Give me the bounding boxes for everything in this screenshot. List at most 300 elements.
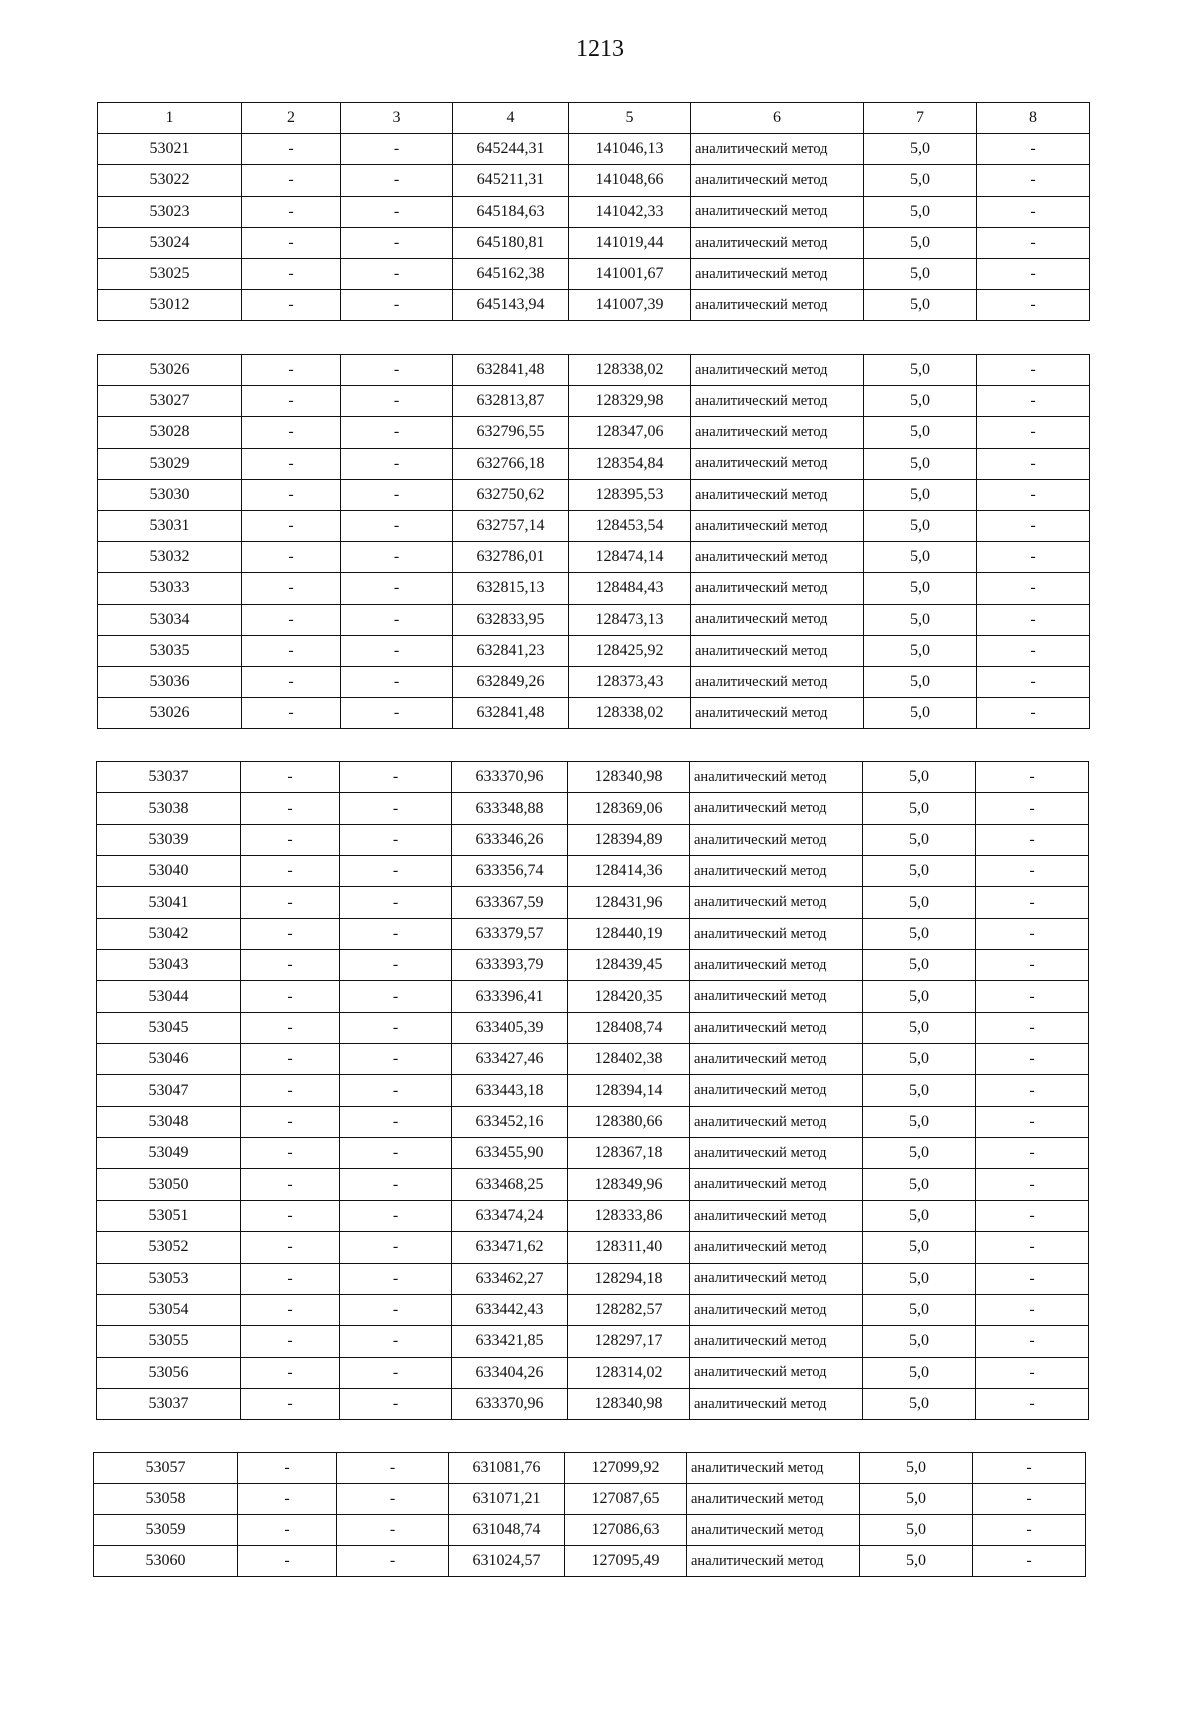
cell-col-8: - xyxy=(976,887,1089,918)
cell-method: аналитический метод xyxy=(690,1232,863,1263)
cell-coord-y: 128338,02 xyxy=(569,698,691,729)
cell-col-8: - xyxy=(977,510,1090,541)
cell-col-3: - xyxy=(341,635,453,666)
cell-method: аналитический метод xyxy=(690,1075,863,1106)
cell-point-number: 53026 xyxy=(98,355,242,386)
cell-col-2: - xyxy=(241,981,340,1012)
cell-accuracy: 5,0 xyxy=(863,1012,976,1043)
cell-method: аналитический метод xyxy=(691,698,864,729)
table-row xyxy=(97,793,1089,824)
cell-accuracy: 5,0 xyxy=(860,1453,973,1484)
cell-coord-y: 141048,66 xyxy=(569,165,691,196)
cell-accuracy: 5,0 xyxy=(863,1357,976,1388)
cell-col-2: - xyxy=(238,1484,337,1515)
cell-col-8: - xyxy=(976,950,1089,981)
table-row xyxy=(98,542,1090,573)
cell-col-3: - xyxy=(340,1106,452,1137)
table-row xyxy=(97,1232,1089,1263)
cell-col-2: - xyxy=(242,165,341,196)
cell-col-3: - xyxy=(341,479,453,510)
cell-col-2: - xyxy=(242,290,341,321)
cell-coord-y: 128439,45 xyxy=(568,950,690,981)
table-row xyxy=(98,666,1090,697)
cell-col-2: - xyxy=(242,666,341,697)
cell-accuracy: 5,0 xyxy=(864,227,977,258)
cell-coord-y: 128354,84 xyxy=(569,448,691,479)
cell-col-2: - xyxy=(242,134,341,165)
cell-method: аналитический метод xyxy=(691,479,864,510)
table-row xyxy=(98,573,1090,604)
cell-coord-x: 632841,48 xyxy=(453,355,569,386)
column-header: 3 xyxy=(341,103,453,134)
cell-accuracy: 5,0 xyxy=(863,793,976,824)
coordinates-table-4 xyxy=(93,1452,1086,1577)
cell-col-2: - xyxy=(242,227,341,258)
cell-col-2: - xyxy=(242,417,341,448)
cell-col-2: - xyxy=(241,918,340,949)
cell-coord-x: 633348,88 xyxy=(452,793,568,824)
cell-col-3: - xyxy=(341,196,453,227)
cell-col-3: - xyxy=(340,1012,452,1043)
cell-accuracy: 5,0 xyxy=(864,698,977,729)
cell-coord-y: 128414,36 xyxy=(568,856,690,887)
cell-point-number: 53032 xyxy=(98,542,242,573)
cell-coord-x: 633346,26 xyxy=(452,824,568,855)
cell-coord-x: 632841,23 xyxy=(453,635,569,666)
cell-col-8: - xyxy=(976,793,1089,824)
cell-col-2: - xyxy=(241,950,340,981)
cell-col-8: - xyxy=(977,196,1090,227)
cell-col-2: - xyxy=(242,196,341,227)
cell-method: аналитический метод xyxy=(690,1263,863,1294)
cell-method: аналитический метод xyxy=(690,950,863,981)
page-number: 1213 xyxy=(576,36,624,62)
cell-method: аналитический метод xyxy=(690,1388,863,1419)
cell-method: аналитический метод xyxy=(691,227,864,258)
cell-accuracy: 5,0 xyxy=(864,355,977,386)
cell-col-2: - xyxy=(241,793,340,824)
cell-coord-x: 633455,90 xyxy=(452,1138,568,1169)
cell-col-2: - xyxy=(241,1169,340,1200)
cell-coord-x: 633471,62 xyxy=(452,1232,568,1263)
cell-col-3: - xyxy=(340,950,452,981)
cell-col-8: - xyxy=(977,698,1090,729)
cell-method: аналитический метод xyxy=(691,448,864,479)
cell-point-number: 53027 xyxy=(98,386,242,417)
cell-accuracy: 5,0 xyxy=(864,479,977,510)
cell-col-2: - xyxy=(241,1263,340,1294)
cell-point-number: 53047 xyxy=(97,1075,241,1106)
cell-method: аналитический метод xyxy=(690,1294,863,1325)
table-row xyxy=(94,1515,1086,1546)
cell-accuracy: 5,0 xyxy=(863,1326,976,1357)
table-row xyxy=(98,355,1090,386)
cell-coord-x: 633370,96 xyxy=(452,762,568,793)
cell-col-8: - xyxy=(976,1200,1089,1231)
cell-accuracy: 5,0 xyxy=(864,417,977,448)
cell-method: аналитический метод xyxy=(690,856,863,887)
cell-accuracy: 5,0 xyxy=(864,196,977,227)
cell-col-8: - xyxy=(976,1106,1089,1137)
cell-accuracy: 5,0 xyxy=(864,542,977,573)
column-header: 2 xyxy=(242,103,341,134)
cell-accuracy: 5,0 xyxy=(864,448,977,479)
cell-point-number: 53035 xyxy=(98,635,242,666)
table-row xyxy=(97,1263,1089,1294)
cell-col-8: - xyxy=(976,824,1089,855)
cell-coord-y: 127099,92 xyxy=(565,1453,687,1484)
table-row xyxy=(98,290,1090,321)
cell-col-8: - xyxy=(977,635,1090,666)
table-row xyxy=(97,950,1089,981)
cell-point-number: 53026 xyxy=(98,698,242,729)
cell-coord-y: 128294,18 xyxy=(568,1263,690,1294)
cell-col-3: - xyxy=(340,1326,452,1357)
cell-col-3: - xyxy=(340,824,452,855)
cell-coord-x: 632813,87 xyxy=(453,386,569,417)
cell-col-3: - xyxy=(337,1546,449,1577)
cell-accuracy: 5,0 xyxy=(863,1106,976,1137)
cell-coord-x: 633462,27 xyxy=(452,1263,568,1294)
cell-col-3: - xyxy=(341,227,453,258)
cell-col-2: - xyxy=(241,1200,340,1231)
cell-col-3: - xyxy=(340,1138,452,1169)
table-row xyxy=(98,448,1090,479)
cell-method: аналитический метод xyxy=(690,918,863,949)
cell-point-number: 53038 xyxy=(97,793,241,824)
cell-point-number: 53037 xyxy=(97,762,241,793)
cell-accuracy: 5,0 xyxy=(863,1044,976,1075)
table-row xyxy=(97,1169,1089,1200)
cell-coord-y: 128394,14 xyxy=(568,1075,690,1106)
cell-coord-x: 633404,26 xyxy=(452,1357,568,1388)
cell-col-3: - xyxy=(341,666,453,697)
cell-accuracy: 5,0 xyxy=(864,666,977,697)
cell-coord-x: 632750,62 xyxy=(453,479,569,510)
cell-method: аналитический метод xyxy=(690,762,863,793)
cell-col-3: - xyxy=(340,1232,452,1263)
cell-coord-x: 633421,85 xyxy=(452,1326,568,1357)
cell-point-number: 53044 xyxy=(97,981,241,1012)
cell-accuracy: 5,0 xyxy=(863,856,976,887)
cell-col-3: - xyxy=(340,1200,452,1231)
cell-point-number: 53054 xyxy=(97,1294,241,1325)
cell-col-8: - xyxy=(977,604,1090,635)
cell-accuracy: 5,0 xyxy=(860,1546,973,1577)
cell-point-number: 53024 xyxy=(98,227,242,258)
cell-coord-x: 633468,25 xyxy=(452,1169,568,1200)
cell-accuracy: 5,0 xyxy=(864,573,977,604)
cell-col-8: - xyxy=(977,258,1090,289)
cell-col-8: - xyxy=(976,762,1089,793)
table-row xyxy=(98,386,1090,417)
cell-coord-x: 645211,31 xyxy=(453,165,569,196)
table-row xyxy=(98,258,1090,289)
cell-method: аналитический метод xyxy=(691,165,864,196)
cell-method: аналитический метод xyxy=(691,635,864,666)
table-row xyxy=(98,165,1090,196)
cell-point-number: 53042 xyxy=(97,918,241,949)
cell-col-3: - xyxy=(340,793,452,824)
cell-coord-x: 645180,81 xyxy=(453,227,569,258)
cell-accuracy: 5,0 xyxy=(863,824,976,855)
cell-col-8: - xyxy=(977,448,1090,479)
cell-coord-x: 645184,63 xyxy=(453,196,569,227)
cell-coord-y: 141001,67 xyxy=(569,258,691,289)
table-row xyxy=(98,698,1090,729)
cell-col-8: - xyxy=(976,1075,1089,1106)
cell-col-8: - xyxy=(976,1044,1089,1075)
cell-col-3: - xyxy=(340,1294,452,1325)
table-row xyxy=(94,1453,1086,1484)
header-row xyxy=(98,103,1090,134)
table-row xyxy=(97,856,1089,887)
cell-col-3: - xyxy=(341,134,453,165)
table-row xyxy=(98,417,1090,448)
cell-col-2: - xyxy=(242,635,341,666)
cell-col-3: - xyxy=(341,510,453,541)
cell-col-3: - xyxy=(341,258,453,289)
cell-accuracy: 5,0 xyxy=(864,258,977,289)
column-header: 1 xyxy=(98,103,242,134)
coordinates-table-1 xyxy=(97,102,1090,321)
table-row xyxy=(97,1388,1089,1419)
cell-coord-x: 632841,48 xyxy=(453,698,569,729)
table-row xyxy=(97,1326,1089,1357)
cell-col-2: - xyxy=(238,1546,337,1577)
cell-method: аналитический метод xyxy=(691,573,864,604)
cell-accuracy: 5,0 xyxy=(863,887,976,918)
cell-coord-y: 128367,18 xyxy=(568,1138,690,1169)
cell-col-8: - xyxy=(977,666,1090,697)
cell-col-3: - xyxy=(341,165,453,196)
cell-coord-x: 633452,16 xyxy=(452,1106,568,1137)
cell-point-number: 53012 xyxy=(98,290,242,321)
cell-coord-y: 127086,63 xyxy=(565,1515,687,1546)
cell-point-number: 53036 xyxy=(98,666,242,697)
cell-col-8: - xyxy=(976,1357,1089,1388)
cell-col-3: - xyxy=(340,1357,452,1388)
cell-col-2: - xyxy=(242,510,341,541)
cell-coord-x: 632833,95 xyxy=(453,604,569,635)
cell-col-3: - xyxy=(340,1075,452,1106)
cell-col-2: - xyxy=(242,698,341,729)
cell-point-number: 53030 xyxy=(98,479,242,510)
cell-accuracy: 5,0 xyxy=(864,165,977,196)
column-header: 7 xyxy=(864,103,977,134)
cell-point-number: 53049 xyxy=(97,1138,241,1169)
table-row xyxy=(98,635,1090,666)
cell-col-8: - xyxy=(977,542,1090,573)
cell-col-2: - xyxy=(242,386,341,417)
cell-col-3: - xyxy=(340,1263,452,1294)
cell-col-8: - xyxy=(976,918,1089,949)
cell-method: аналитический метод xyxy=(691,386,864,417)
cell-col-8: - xyxy=(976,1263,1089,1294)
cell-coord-y: 128340,98 xyxy=(568,762,690,793)
cell-accuracy: 5,0 xyxy=(863,950,976,981)
cell-col-3: - xyxy=(340,887,452,918)
cell-method: аналитический метод xyxy=(691,134,864,165)
cell-coord-x: 632757,14 xyxy=(453,510,569,541)
cell-col-2: - xyxy=(242,604,341,635)
cell-col-2: - xyxy=(241,1106,340,1137)
table-row xyxy=(97,981,1089,1012)
cell-coord-y: 128425,92 xyxy=(569,635,691,666)
cell-col-3: - xyxy=(340,856,452,887)
cell-coord-y: 128282,57 xyxy=(568,1294,690,1325)
cell-col-8: - xyxy=(977,227,1090,258)
coordinates-table-3 xyxy=(96,761,1089,1420)
cell-col-2: - xyxy=(241,762,340,793)
cell-point-number: 53043 xyxy=(97,950,241,981)
cell-point-number: 53057 xyxy=(94,1453,238,1484)
cell-col-8: - xyxy=(977,290,1090,321)
cell-point-number: 53045 xyxy=(97,1012,241,1043)
cell-col-3: - xyxy=(341,604,453,635)
cell-coord-y: 141042,33 xyxy=(569,196,691,227)
cell-method: аналитический метод xyxy=(687,1515,860,1546)
cell-method: аналитический метод xyxy=(691,258,864,289)
cell-col-2: - xyxy=(242,542,341,573)
cell-coord-y: 128420,35 xyxy=(568,981,690,1012)
cell-coord-x: 645244,31 xyxy=(453,134,569,165)
cell-accuracy: 5,0 xyxy=(863,1169,976,1200)
cell-col-8: - xyxy=(977,417,1090,448)
cell-coord-y: 128297,17 xyxy=(568,1326,690,1357)
cell-coord-y: 128338,02 xyxy=(569,355,691,386)
cell-col-8: - xyxy=(976,856,1089,887)
cell-col-3: - xyxy=(340,918,452,949)
cell-method: аналитический метод xyxy=(690,1044,863,1075)
table-row xyxy=(97,887,1089,918)
cell-col-3: - xyxy=(341,542,453,573)
table-row xyxy=(94,1484,1086,1515)
cell-point-number: 53058 xyxy=(94,1484,238,1515)
cell-col-2: - xyxy=(241,887,340,918)
cell-accuracy: 5,0 xyxy=(864,134,977,165)
cell-col-8: - xyxy=(976,981,1089,1012)
table-row xyxy=(97,1044,1089,1075)
cell-point-number: 53060 xyxy=(94,1546,238,1577)
table-row xyxy=(98,196,1090,227)
cell-method: аналитический метод xyxy=(690,1106,863,1137)
cell-col-8: - xyxy=(976,1138,1089,1169)
cell-coord-y: 141019,44 xyxy=(569,227,691,258)
cell-coord-y: 128333,86 xyxy=(568,1200,690,1231)
cell-coord-x: 632815,13 xyxy=(453,573,569,604)
cell-coord-y: 128380,66 xyxy=(568,1106,690,1137)
table-row xyxy=(98,227,1090,258)
cell-coord-y: 128369,06 xyxy=(568,793,690,824)
column-header: 5 xyxy=(569,103,691,134)
cell-col-3: - xyxy=(341,386,453,417)
cell-coord-x: 633370,96 xyxy=(452,1388,568,1419)
cell-coord-x: 633379,57 xyxy=(452,918,568,949)
cell-col-8: - xyxy=(977,573,1090,604)
table-row xyxy=(94,1546,1086,1577)
cell-coord-y: 128347,06 xyxy=(569,417,691,448)
cell-col-2: - xyxy=(241,1044,340,1075)
cell-method: аналитический метод xyxy=(691,417,864,448)
table-row xyxy=(98,479,1090,510)
cell-method: аналитический метод xyxy=(691,355,864,386)
cell-method: аналитический метод xyxy=(691,290,864,321)
cell-col-8: - xyxy=(976,1169,1089,1200)
cell-accuracy: 5,0 xyxy=(863,918,976,949)
cell-point-number: 53033 xyxy=(98,573,242,604)
cell-coord-x: 631024,57 xyxy=(449,1546,565,1577)
cell-col-8: - xyxy=(977,134,1090,165)
cell-coord-x: 632849,26 xyxy=(453,666,569,697)
cell-coord-x: 631071,21 xyxy=(449,1484,565,1515)
cell-col-3: - xyxy=(337,1515,449,1546)
cell-col-8: - xyxy=(973,1546,1086,1577)
table-row xyxy=(97,918,1089,949)
cell-point-number: 53022 xyxy=(98,165,242,196)
cell-accuracy: 5,0 xyxy=(863,1294,976,1325)
cell-col-8: - xyxy=(973,1515,1086,1546)
cell-point-number: 53059 xyxy=(94,1515,238,1546)
cell-method: аналитический метод xyxy=(687,1484,860,1515)
column-header: 6 xyxy=(691,103,864,134)
cell-col-8: - xyxy=(977,165,1090,196)
cell-coord-x: 631081,76 xyxy=(449,1453,565,1484)
cell-col-3: - xyxy=(341,290,453,321)
cell-col-2: - xyxy=(241,1232,340,1263)
cell-coord-y: 128408,74 xyxy=(568,1012,690,1043)
table-row xyxy=(97,1075,1089,1106)
cell-coord-x: 633427,46 xyxy=(452,1044,568,1075)
cell-col-2: - xyxy=(242,573,341,604)
cell-point-number: 53039 xyxy=(97,824,241,855)
table-row xyxy=(97,824,1089,855)
cell-coord-x: 633443,18 xyxy=(452,1075,568,1106)
cell-col-8: - xyxy=(977,355,1090,386)
column-header: 8 xyxy=(977,103,1090,134)
cell-col-3: - xyxy=(341,355,453,386)
cell-accuracy: 5,0 xyxy=(863,981,976,1012)
cell-coord-x: 632796,55 xyxy=(453,417,569,448)
cell-point-number: 53023 xyxy=(98,196,242,227)
cell-col-2: - xyxy=(238,1515,337,1546)
cell-point-number: 53052 xyxy=(97,1232,241,1263)
cell-col-2: - xyxy=(242,258,341,289)
cell-method: аналитический метод xyxy=(691,196,864,227)
cell-col-8: - xyxy=(976,1012,1089,1043)
cell-col-2: - xyxy=(241,1357,340,1388)
cell-coord-y: 128440,19 xyxy=(568,918,690,949)
cell-method: аналитический метод xyxy=(690,1138,863,1169)
cell-method: аналитический метод xyxy=(690,1326,863,1357)
cell-coord-y: 128329,98 xyxy=(569,386,691,417)
cell-col-2: - xyxy=(238,1453,337,1484)
cell-method: аналитический метод xyxy=(687,1453,860,1484)
cell-col-2: - xyxy=(242,355,341,386)
table-row xyxy=(97,762,1089,793)
cell-col-3: - xyxy=(341,698,453,729)
cell-accuracy: 5,0 xyxy=(863,1232,976,1263)
cell-coord-y: 128340,98 xyxy=(568,1388,690,1419)
cell-col-2: - xyxy=(241,1388,340,1419)
cell-coord-y: 141007,39 xyxy=(569,290,691,321)
cell-accuracy: 5,0 xyxy=(864,290,977,321)
table-row xyxy=(98,134,1090,165)
table-row xyxy=(97,1294,1089,1325)
cell-accuracy: 5,0 xyxy=(863,762,976,793)
cell-coord-y: 128395,53 xyxy=(569,479,691,510)
cell-col-2: - xyxy=(241,1012,340,1043)
